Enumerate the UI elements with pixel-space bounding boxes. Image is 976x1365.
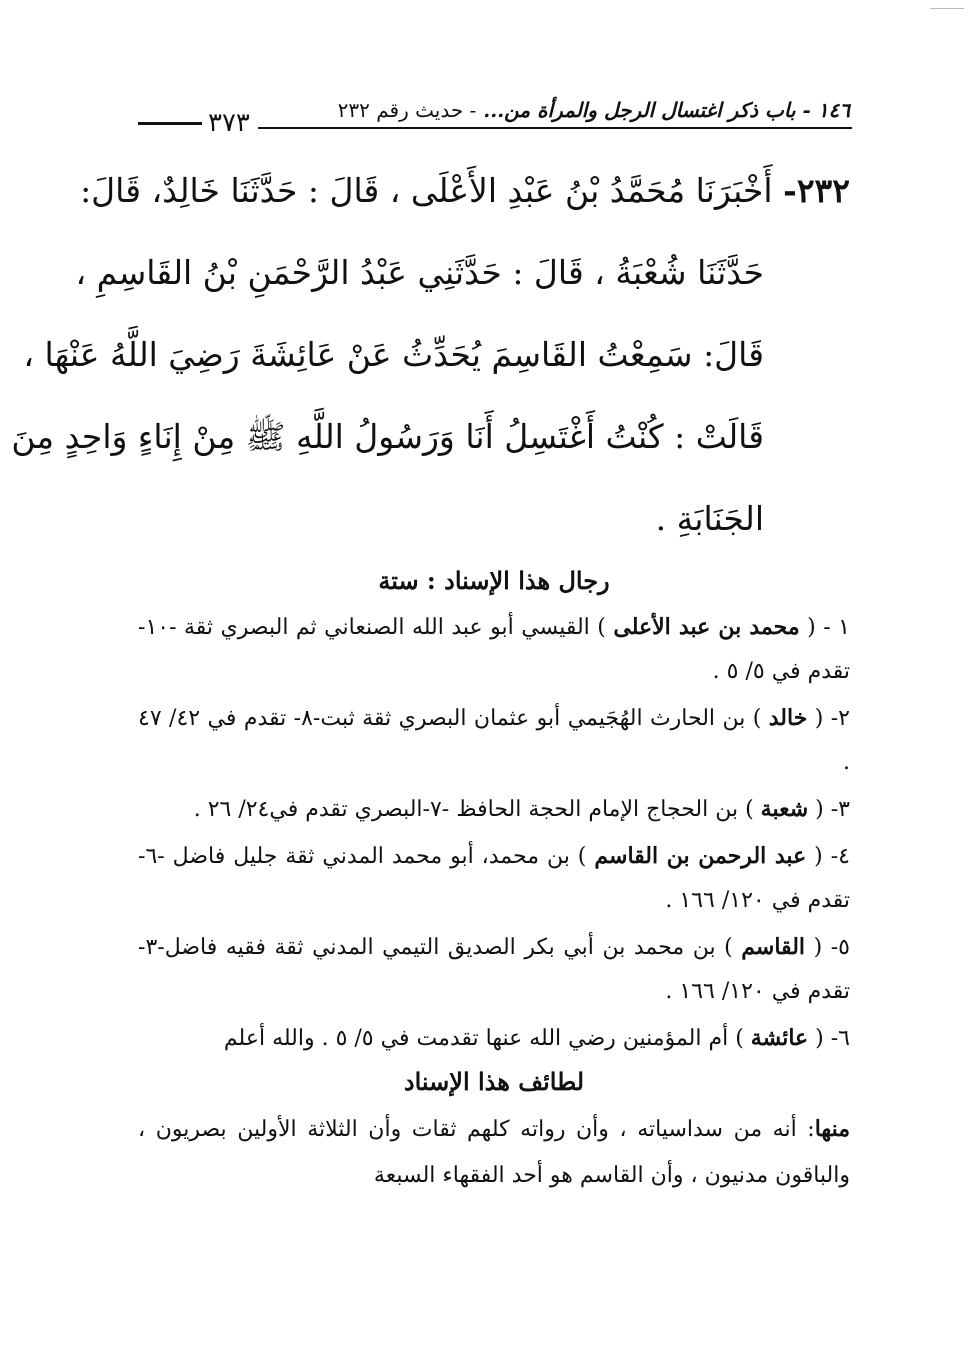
hadith-reference: - حديث رقم ٢٣٢ [337, 98, 477, 122]
narrator-name: محمد بن عبد الأعلى [613, 614, 800, 640]
narrator-name: عبد الرحمن بن القاسم [594, 843, 807, 869]
narrator-item: ٦- ( عائشة ) أم المؤمنين رضي الله عنها تقدمت في ٥/ ٥ . والله أعلم [223, 1025, 850, 1051]
narrator-name: القاسم [741, 934, 806, 960]
corner-rule [930, 8, 964, 9]
narrator-item: ٤- ( عبد الرحمن بن القاسم ) بن محمد، أبو محمد المدني ثقة جليل فاضل -٦- تقدم في ١٢٠/ ١٦٦ . [138, 843, 850, 913]
narrators-list [138, 605, 850, 1061]
hadith-number: ٢٣٢- [783, 171, 850, 210]
narrator-item: ١ - ( محمد بن عبد الأعلى ) القيسي أبو عبد الله الصنعاني ثم البصري ثقة -١٠- تقدم في ٥/ ٥ . [138, 614, 850, 684]
chapter-title: ١٤٦ - باب ذكر اغتسال الرجل والمرأة من... [483, 98, 850, 122]
page-header [138, 88, 850, 138]
subtleties-heading: لطائف هذا الإسناد [403, 1067, 585, 1096]
page-number-rule [138, 122, 202, 125]
page-number: ٣٧٣ [208, 108, 250, 138]
narrators-heading: رجال هذا الإسناد : ستة [378, 566, 610, 595]
hadith-line-5: الجَنَابَةِ . [655, 499, 764, 538]
narrator-name: شعبة [760, 796, 809, 822]
subtleties-lead: منها [814, 1116, 850, 1142]
running-title [338, 98, 850, 138]
narrator-item: ٥- ( القاسم ) بن محمد بن أبي بكر الصديق التيمي المدني ثقة فقيه فاضل-٣- تقدم في ١٢٠/ ١٦٦ . [138, 934, 850, 1004]
subtleties-text: منها: أنه من سداسياته ، وأن رواته كلهم ثقات وأن الثلاثة الأولين بصريون ، والباقون مدنيون ، وأن القاسم هو أحد الفقهاء السبعة [138, 1116, 850, 1188]
narrator-name: عائشة [750, 1025, 809, 1051]
hadith-line-1: ٢٣٢- أَخْبَرَنَا مُحَمَّدُ بْنُ عَبْدِ الأَعْلَى ، قَالَ : حَدَّثَنَا خَالِدٌ، قَالَ: [80, 171, 850, 210]
header-divider [258, 127, 852, 129]
narrator-name: خالد [768, 705, 808, 731]
hadith-line-2: حَدَّثَنَا شُعْبَةُ ، قَالَ : حَدَّثَنِي عَبْدُ الرَّحْمَنِ بْنُ القَاسِمِ ، [75, 253, 764, 292]
hadith-line-4: قَالَتْ : كُنْتُ أَغْتَسِلُ أَنَا وَرَسُولُ اللَّهِ ﷺ مِنْ إِنَاءٍ وَاحِدٍ مِنَ [11, 417, 764, 456]
narrator-item: ٣- ( شعبة ) بن الحجاج الإمام الحجة الحافظ -٧-البصري تقدم في٢٤/ ٢٦ . [193, 796, 850, 822]
page-number-block [138, 108, 250, 138]
hadith-line-3: قَالَ: سَمِعْتُ القَاسِمَ يُحَدِّثُ عَنْ عَائِشَةَ رَضِيَ اللَّهُ عَنْهَا ، [23, 335, 764, 374]
narrator-item: ٢- ( خالد ) بن الحارث الهُجَيمي أبو عثمان البصري ثقة ثبت-٨- تقدم في ٤٢/ ٤٧ . [138, 705, 850, 775]
page-body [11, 150, 850, 1199]
hadith-text [11, 150, 850, 560]
